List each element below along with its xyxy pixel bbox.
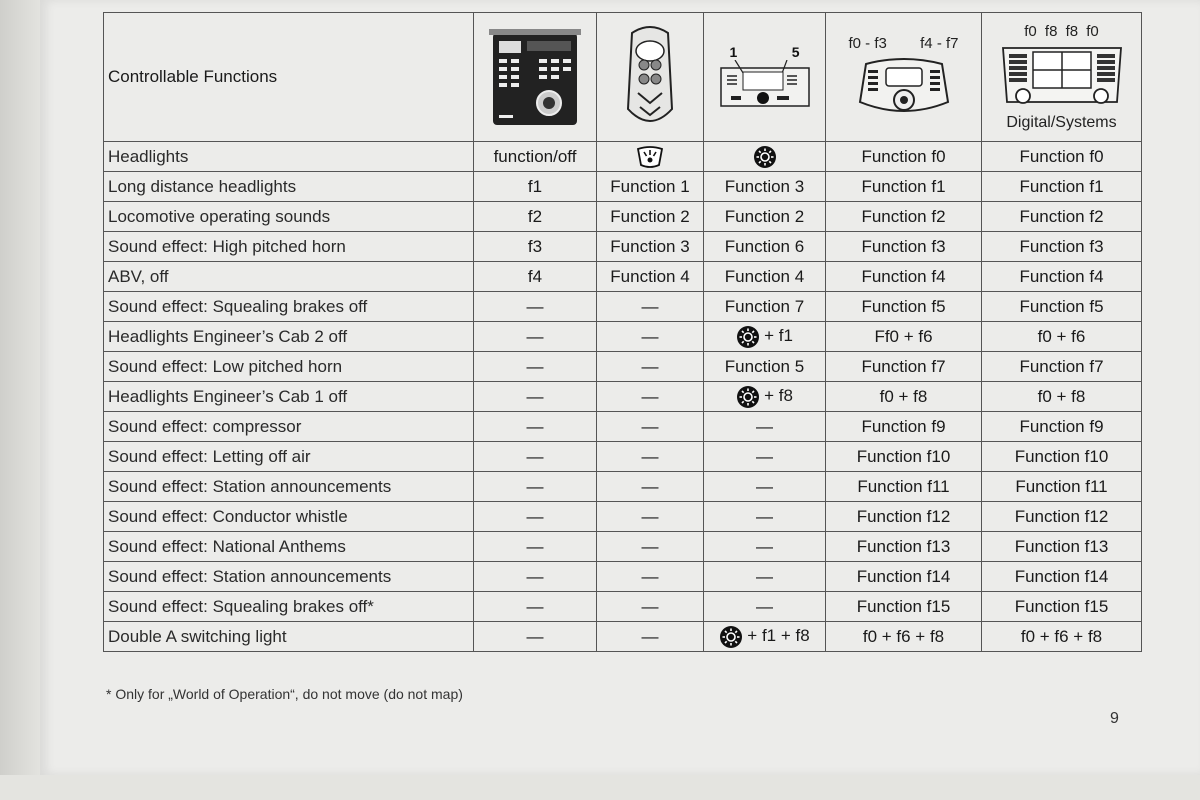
device4-label-right: f4 - f7 [920,34,959,52]
device1-function-cell: f1 [474,172,597,202]
light-symbol-icon [736,326,760,345]
device2-function-cell: — [597,292,704,322]
device3-label-right: 5 [791,44,800,60]
device1-function-cell: — [474,562,597,592]
device3-function-cell [704,142,826,172]
function-label: Sound effect: National Anthems [104,532,474,562]
table-row [104,412,1142,442]
footnote: * Only for „World of Operation“, do not move (do not map) [106,686,463,702]
function-label: Headlights Engineer’s Cab 1 off [104,382,474,412]
device3-function-cell: Function 3 [704,172,826,202]
device3-function-cell: — [704,412,826,442]
device4-function-cell: Function f14 [826,562,982,592]
table-row [104,532,1142,562]
device3-function-cell [704,382,826,412]
device1-function-cell: f2 [474,202,597,232]
handheld-remote-icon [622,21,678,133]
light-symbol-icon [719,626,743,645]
function-label: ABV, off [104,262,474,292]
light-symbol-icon [736,386,760,405]
function-label: Double A switching light [104,622,474,652]
device5-function-cell: Function f5 [982,292,1142,322]
device2-function-cell: — [597,352,704,382]
table-title: Controllable Functions [104,13,474,142]
device1-function-cell: function/off [474,142,597,172]
device4-function-cell: Function f2 [826,202,982,232]
device5-function-cell: Function f4 [982,262,1142,292]
device5-function-cell: Function f10 [982,442,1142,472]
table-row [104,502,1142,532]
device3-function-cell: Function 2 [704,202,826,232]
table-row [104,142,1142,172]
device-handheld-remote-header [597,13,704,142]
device5-function-cell: f0 + f6 + f8 [982,622,1142,652]
device4-function-cell: Function f15 [826,592,982,622]
device4-function-cell: Function f1 [826,172,982,202]
device5-function-cell: f0 + f6 [982,322,1142,352]
device4-function-cell: f0 + f6 + f8 [826,622,982,652]
device4-function-cell: Function f5 [826,292,982,322]
device3-function-cell: — [704,502,826,532]
device3-function-cell: Function 4 [704,262,826,292]
device4-function-cell: Function f0 [826,142,982,172]
device2-function-cell: Function 1 [597,172,704,202]
device2-function-cell [597,142,704,172]
device1-function-cell: — [474,502,597,532]
function-label: Sound effect: Squealing brakes off* [104,592,474,622]
table-row [104,262,1142,292]
device5-function-cell: Function f1 [982,172,1142,202]
table-row [104,322,1142,352]
device2-function-cell: — [597,562,704,592]
device5-function-cell: Function f15 [982,592,1142,622]
device5-function-cell: f0 + f8 [982,382,1142,412]
device3-function-cell: — [704,442,826,472]
function-label: Sound effect: Station announcements [104,562,474,592]
light-symbol-icon [753,146,777,165]
device5-function-cell: Function f12 [982,502,1142,532]
headlight-button-icon [635,146,665,165]
device2-function-cell: — [597,532,704,562]
table-row [104,592,1142,622]
device4-function-cell: Function f3 [826,232,982,262]
device2-function-cell: Function 3 [597,232,704,262]
function-text: + f1 + f8 [747,625,810,645]
device1-function-cell: — [474,442,597,472]
device3-function-cell: — [704,532,826,562]
device1-function-cell: f4 [474,262,597,292]
device3-function-cell: Function 6 [704,232,826,262]
device5-function-cell: Function f0 [982,142,1142,172]
function-label: Headlights [104,142,474,172]
device4-function-cell: Function f11 [826,472,982,502]
mobile-station-icon [854,54,954,120]
device1-function-cell: — [474,472,597,502]
device1-function-cell: — [474,622,597,652]
table-header-row [104,13,1142,142]
functions-table [103,12,1142,652]
table-row [104,202,1142,232]
table-row [104,442,1142,472]
device1-function-cell: — [474,352,597,382]
table-row [104,622,1142,652]
digital-station-icon [997,40,1127,112]
device-mobile-station-header [826,13,982,142]
function-label: Long distance headlights [104,172,474,202]
device2-function-cell: — [597,502,704,532]
table-row [104,472,1142,502]
digital-systems-label: Digital/Systems [1006,113,1117,131]
table-row [104,292,1142,322]
device2-function-cell: Function 2 [597,202,704,232]
function-label: Sound effect: Squealing brakes off [104,292,474,322]
device3-function-cell [704,322,826,352]
page-number: 9 [1110,710,1119,727]
device2-function-cell: — [597,442,704,472]
device3-function-cell [704,622,826,652]
table-row [104,382,1142,412]
device3-function-cell: — [704,472,826,502]
device2-function-cell: — [597,322,704,352]
device4-function-cell: Function f13 [826,532,982,562]
function-label: Headlights Engineer’s Cab 2 off [104,322,474,352]
device4-function-cell: Function f4 [826,262,982,292]
book-binding-shadow [0,0,40,775]
function-label: Sound effect: Low pitched horn [104,352,474,382]
device5-function-cell: Function f3 [982,232,1142,262]
table-row [104,232,1142,262]
device5-function-cell: Function f7 [982,352,1142,382]
device4-function-cell: Ff0 + f6 [826,322,982,352]
device3-function-cell: Function 7 [704,292,826,322]
function-label: Sound effect: compressor [104,412,474,442]
device-central-station-header [474,13,597,142]
device2-function-cell: — [597,412,704,442]
function-label: Sound effect: Letting off air [104,442,474,472]
device5-function-cell: Function f14 [982,562,1142,592]
control-unit-icon [717,60,813,110]
device5-function-labels: f0 f8 f8 f0 [1024,22,1099,40]
function-label: Locomotive operating sounds [104,202,474,232]
device1-function-cell: — [474,532,597,562]
device2-function-cell: — [597,472,704,502]
device3-function-cell: Function 5 [704,352,826,382]
page-edge [0,775,1200,800]
function-label: Sound effect: Conductor whistle [104,502,474,532]
device5-function-cell: Function f9 [982,412,1142,442]
device2-function-cell: — [597,592,704,622]
table-row [104,352,1142,382]
device3-label-left: 1 [729,44,738,60]
device4-function-cell: f0 + f8 [826,382,982,412]
device-digital-systems-header [982,13,1142,142]
device2-function-cell: — [597,382,704,412]
table-row [104,172,1142,202]
device1-function-cell: — [474,292,597,322]
device5-function-cell: Function f2 [982,202,1142,232]
device4-function-cell: Function f10 [826,442,982,472]
device1-function-cell: — [474,382,597,412]
function-text: + f1 [764,325,793,345]
device3-function-cell: — [704,592,826,622]
device5-function-cell: Function f13 [982,532,1142,562]
device1-function-cell: — [474,412,597,442]
device5-function-cell: Function f11 [982,472,1142,502]
device4-label-left: f0 - f3 [848,34,887,52]
device2-function-cell: Function 4 [597,262,704,292]
device4-function-cell: Function f9 [826,412,982,442]
device1-function-cell: — [474,322,597,352]
device4-function-cell: Function f12 [826,502,982,532]
function-label: Sound effect: Station announcements [104,472,474,502]
device3-function-cell: — [704,562,826,592]
device1-function-cell: f3 [474,232,597,262]
central-control-unit-icon [487,23,583,131]
device1-function-cell: — [474,592,597,622]
device-control-unit-header [704,13,826,142]
function-text: + f8 [764,385,793,405]
device4-function-cell: Function f7 [826,352,982,382]
function-label: Sound effect: High pitched horn [104,232,474,262]
table-row [104,562,1142,592]
device2-function-cell: — [597,622,704,652]
